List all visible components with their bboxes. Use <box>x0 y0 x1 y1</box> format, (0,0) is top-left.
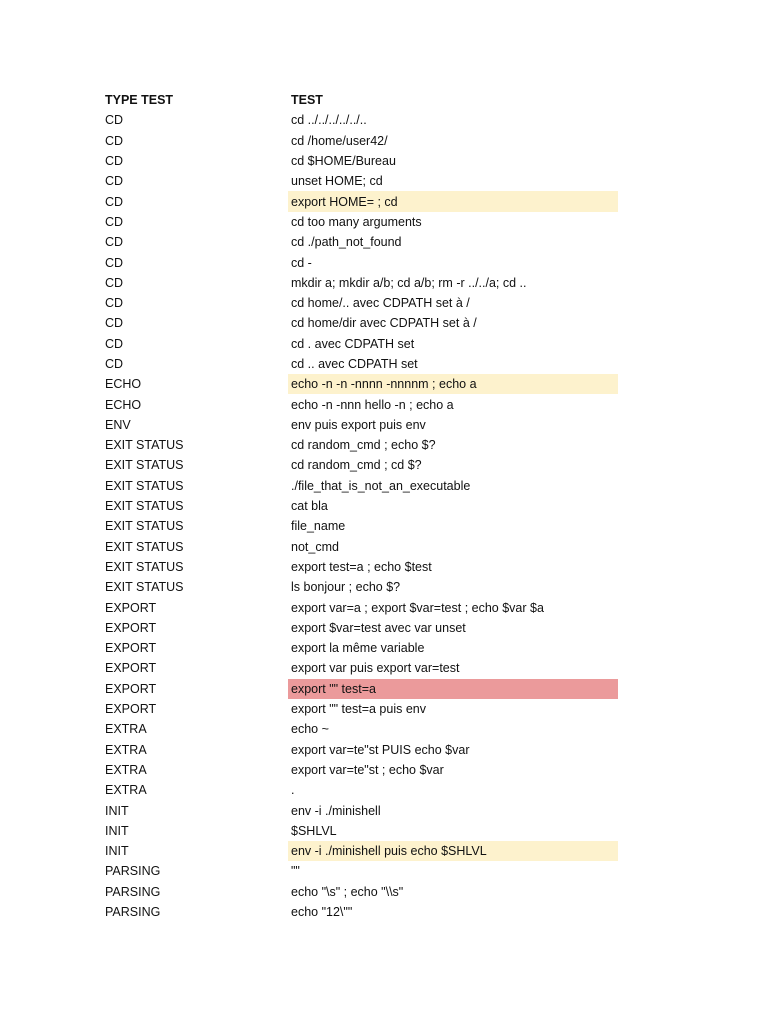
test-cell: cat bla <box>291 499 328 514</box>
test-cell: file_name <box>291 519 346 534</box>
table-row <box>104 374 624 394</box>
test-cell: export "" test=a <box>288 679 618 699</box>
type-test-cell: ENV <box>105 417 131 432</box>
type-test-cell: EXIT STATUS <box>105 519 184 534</box>
table-row <box>104 861 624 881</box>
type-test-cell: INIT <box>105 803 129 818</box>
test-cell: export "" test=a puis env <box>291 702 426 717</box>
type-test-cell: EXPORT <box>105 681 157 696</box>
type-test-cell: INIT <box>105 844 129 859</box>
test-cell: mkdir a; mkdir a/b; cd a/b; rm -r ../../a; cd .. <box>291 275 527 290</box>
table-row <box>104 780 624 800</box>
table-row <box>104 455 624 475</box>
table-row <box>104 537 624 557</box>
type-test-cell: PARSING <box>105 884 161 899</box>
table-row <box>104 882 624 902</box>
type-test-cell: PARSING <box>105 864 161 879</box>
test-cell: $SHLVL <box>291 823 337 838</box>
test-cell: not_cmd <box>291 539 339 554</box>
type-test-cell: CD <box>105 357 124 371</box>
test-cell: cd random_cmd ; cd $? <box>291 458 422 473</box>
table-row <box>104 638 624 658</box>
test-cell: echo -n -n -nnnn -nnnnm ; echo a <box>288 374 618 394</box>
test-cell: export test=a ; echo $test <box>291 559 432 574</box>
test-cell: echo "\s" ; echo "\\s" <box>291 884 404 899</box>
table-row <box>104 394 624 414</box>
test-cell: export $var=test avec var unset <box>291 620 466 635</box>
type-test-cell: EXIT STATUS <box>105 539 184 554</box>
test-cell: cd too many arguments <box>291 214 422 229</box>
type-test-cell: EXIT STATUS <box>105 478 184 493</box>
table-row <box>104 821 624 841</box>
table-row <box>104 699 624 719</box>
table-row <box>104 273 624 293</box>
table-row <box>104 658 624 678</box>
type-test-cell: CD <box>105 275 124 290</box>
type-test-cell: EXIT STATUS <box>105 438 184 453</box>
table-row <box>104 740 624 760</box>
test-cell: echo -n -nnn hello -n ; echo a <box>291 397 454 412</box>
table-row <box>104 212 624 232</box>
table-row <box>104 252 624 272</box>
table-row <box>104 516 624 536</box>
table-row <box>104 435 624 455</box>
table-row <box>104 618 624 638</box>
type-test-cell: INIT <box>105 823 129 838</box>
header-test: TEST <box>291 93 323 108</box>
table-row <box>104 902 624 922</box>
test-cell: "" <box>291 864 300 879</box>
test-cell: export HOME= ; cd <box>288 191 618 211</box>
table-row <box>104 293 624 313</box>
type-test-cell: ECHO <box>105 377 142 392</box>
type-test-cell: EXIT STATUS <box>105 458 184 473</box>
type-test-cell: EXTRA <box>105 762 147 777</box>
table-row <box>104 800 624 820</box>
table-row <box>104 171 624 191</box>
table-row <box>104 415 624 435</box>
test-cell: env -i ./minishell puis echo $SHLVL <box>288 841 618 861</box>
test-cell: . <box>291 783 295 798</box>
test-cell: cd /home/user42/ <box>291 133 388 148</box>
type-test-cell: EXTRA <box>105 742 147 757</box>
test-cell: export var=te"st PUIS echo $var <box>291 742 470 757</box>
type-test-cell: ECHO <box>105 397 142 412</box>
type-test-cell: EXPORT <box>105 620 157 635</box>
type-test-cell: EXTRA <box>105 783 147 798</box>
test-cell: cd - <box>291 255 312 270</box>
table-row <box>104 110 624 130</box>
table-header-row <box>104 90 624 110</box>
type-test-cell: EXPORT <box>105 661 157 676</box>
type-test-cell: EXIT STATUS <box>105 580 184 595</box>
test-cell: cd $HOME/Bureau <box>291 154 396 169</box>
table-row <box>104 719 624 739</box>
type-test-cell: CD <box>105 235 124 250</box>
type-test-cell: EXPORT <box>105 702 157 717</box>
type-test-cell: CD <box>105 316 124 331</box>
type-test-cell: CD <box>105 113 124 128</box>
test-cell: export la même variable <box>291 641 425 656</box>
table-row <box>104 760 624 780</box>
type-test-cell: EXPORT <box>105 641 157 656</box>
type-test-cell: CD <box>105 194 124 209</box>
type-test-cell: EXIT STATUS <box>105 499 184 514</box>
table-row <box>104 131 624 151</box>
table-row <box>104 841 624 861</box>
test-cell: echo "12\"" <box>291 905 353 920</box>
type-test-cell: CD <box>105 133 124 148</box>
test-cell: cd random_cmd ; echo $? <box>291 438 436 453</box>
table-row <box>104 557 624 577</box>
table-row <box>104 334 624 354</box>
table-row <box>104 354 624 374</box>
test-cell: cd .. avec CDPATH set <box>291 357 418 371</box>
test-cell: ./file_that_is_not_an_executable <box>291 478 471 493</box>
table-body <box>104 110 624 922</box>
type-test-cell: CD <box>105 214 124 229</box>
test-cell: env puis export puis env <box>291 417 426 432</box>
test-cell: export var puis export var=test <box>291 661 460 676</box>
test-cell: cd ./path_not_found <box>291 235 402 250</box>
test-cell: echo ~ <box>291 722 329 737</box>
test-cell: env -i ./minishell <box>291 803 381 818</box>
table-row <box>104 597 624 617</box>
table-row <box>104 476 624 496</box>
test-cell: unset HOME; cd <box>291 174 383 189</box>
type-test-cell: CD <box>105 154 124 169</box>
test-cell: cd . avec CDPATH set <box>291 336 415 351</box>
table-row <box>104 679 624 699</box>
test-cell: export var=te"st ; echo $var <box>291 762 444 777</box>
test-cell: cd home/.. avec CDPATH set à / <box>291 296 470 311</box>
test-cell: cd home/dir avec CDPATH set à / <box>291 316 477 331</box>
type-test-cell: EXPORT <box>105 600 157 615</box>
type-test-cell: PARSING <box>105 905 161 920</box>
type-test-cell: CD <box>105 296 124 311</box>
type-test-cell: CD <box>105 174 124 189</box>
type-test-cell: EXIT STATUS <box>105 559 184 574</box>
table-row <box>104 191 624 211</box>
test-cell: cd ../../../../../.. <box>291 113 367 128</box>
table-row <box>104 151 624 171</box>
type-test-cell: CD <box>105 336 124 351</box>
table-row <box>104 232 624 252</box>
type-test-cell: EXTRA <box>105 722 147 737</box>
table-row <box>104 496 624 516</box>
header-type-test: TYPE TEST <box>105 93 174 108</box>
table-row <box>104 313 624 333</box>
test-cell: ls bonjour ; echo $? <box>291 580 401 595</box>
test-table <box>104 90 624 922</box>
table-row <box>104 577 624 597</box>
test-cell: export var=a ; export $var=test ; echo $var $a <box>291 600 544 615</box>
type-test-cell: CD <box>105 255 124 270</box>
